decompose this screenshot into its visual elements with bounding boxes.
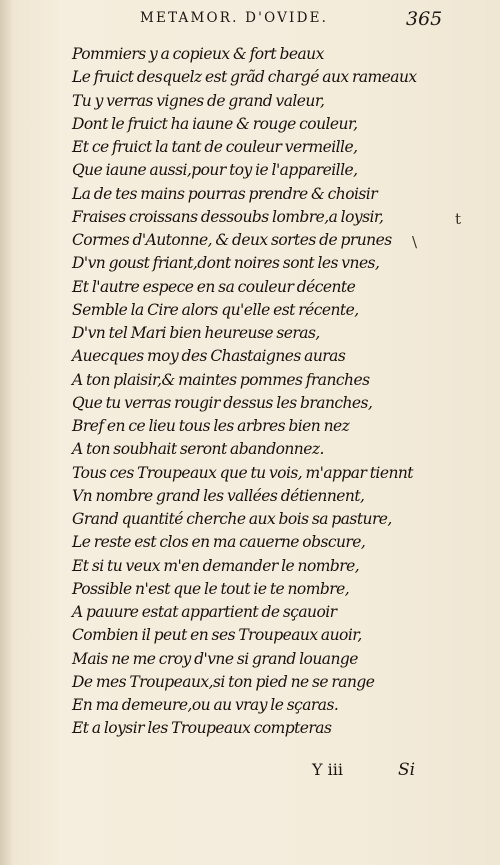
signature-mark: Y iii: [312, 760, 343, 779]
verse-line: Tous ces Troupeaux que tu vois, m'appar tiennt: [72, 463, 413, 482]
verse-line: Bref en ce lieu tous les arbres bien nez: [72, 417, 350, 435]
verse-line: Mais ne me croy d'vne si grand louange: [72, 649, 358, 668]
page-gutter-shadow: [0, 0, 14, 865]
verse-line: Possible n'est que le tout ie te nombre,: [72, 579, 350, 598]
verse-line: En ma demeure,ou au vray le sçaras.: [72, 696, 339, 714]
page-footer: [0, 760, 500, 788]
verse-line: Et a loysir les Troupeaux compteras: [72, 719, 332, 738]
verse-line: Le reste est clos en ma cauerne obscure,: [72, 533, 366, 552]
verse-line: Pommiers y a copieux & fort beaux: [72, 45, 324, 63]
verse-line: Combien il peut en ses Troupeaux auoir,: [72, 626, 362, 645]
verse-text-block: [72, 43, 467, 741]
verse-line: A ton soubhait seront abandonnez.: [72, 440, 324, 459]
running-title: METAMOR. D'OVIDE.: [140, 10, 329, 26]
margin-annotation-mark: t: [455, 210, 462, 228]
verse-line: Semble la Cire alors qu'elle est récente,: [72, 300, 359, 319]
verse-line: Et si tu veux m'en demander le nombre,: [72, 556, 360, 575]
verse-line: D'vn goust friant,dont noires sont les vnes,: [72, 254, 380, 273]
verse-line: Cormes d'Autonne, & deux sortes de prunes: [72, 231, 392, 249]
verse-line: Le fruict desquelz est grãd chargé aux rameaux: [72, 68, 417, 87]
verse-line: Tu y verras vignes de grand valeur,: [72, 91, 325, 110]
margin-annotation-mark: \: [412, 233, 418, 251]
verse-line: Vn nombre grand les vallées détiennent,: [72, 486, 365, 505]
verse-line: A ton plaisir,& maintes pommes franches: [72, 370, 370, 389]
verse-line: Fraises croissans dessoubs lombre,a loysir,: [72, 207, 384, 226]
verse-line: Auecques moy des Chastaignes auras: [72, 347, 346, 366]
page-number: 365: [406, 8, 443, 30]
verse-line: La de tes mains pourras prendre & choisir: [72, 184, 378, 203]
verse-line: Grand quantité cherche aux bois sa pasture,: [72, 510, 392, 528]
running-head: [0, 8, 500, 32]
verse-line: A pauure estat appartient de sçauoir: [72, 603, 337, 621]
verse-line: Que tu verras rougir dessus les branches,: [72, 393, 373, 412]
verse-line: D'vn tel Mari bien heureuse seras,: [72, 324, 320, 342]
verse-line: De mes Troupeaux,si ton pied ne se range: [72, 672, 375, 691]
verse-line: Que iaune aussi,pour toy ie l'appareille,: [72, 161, 358, 180]
verse-line: Dont le fruict ha iaune & rouge couleur,: [72, 114, 358, 133]
verse-line: Et l'autre espece en sa couleur décente: [72, 277, 356, 296]
verse-line: Et ce fruict la tant de couleur vermeille,: [72, 138, 358, 156]
catchword: Si: [398, 760, 416, 780]
